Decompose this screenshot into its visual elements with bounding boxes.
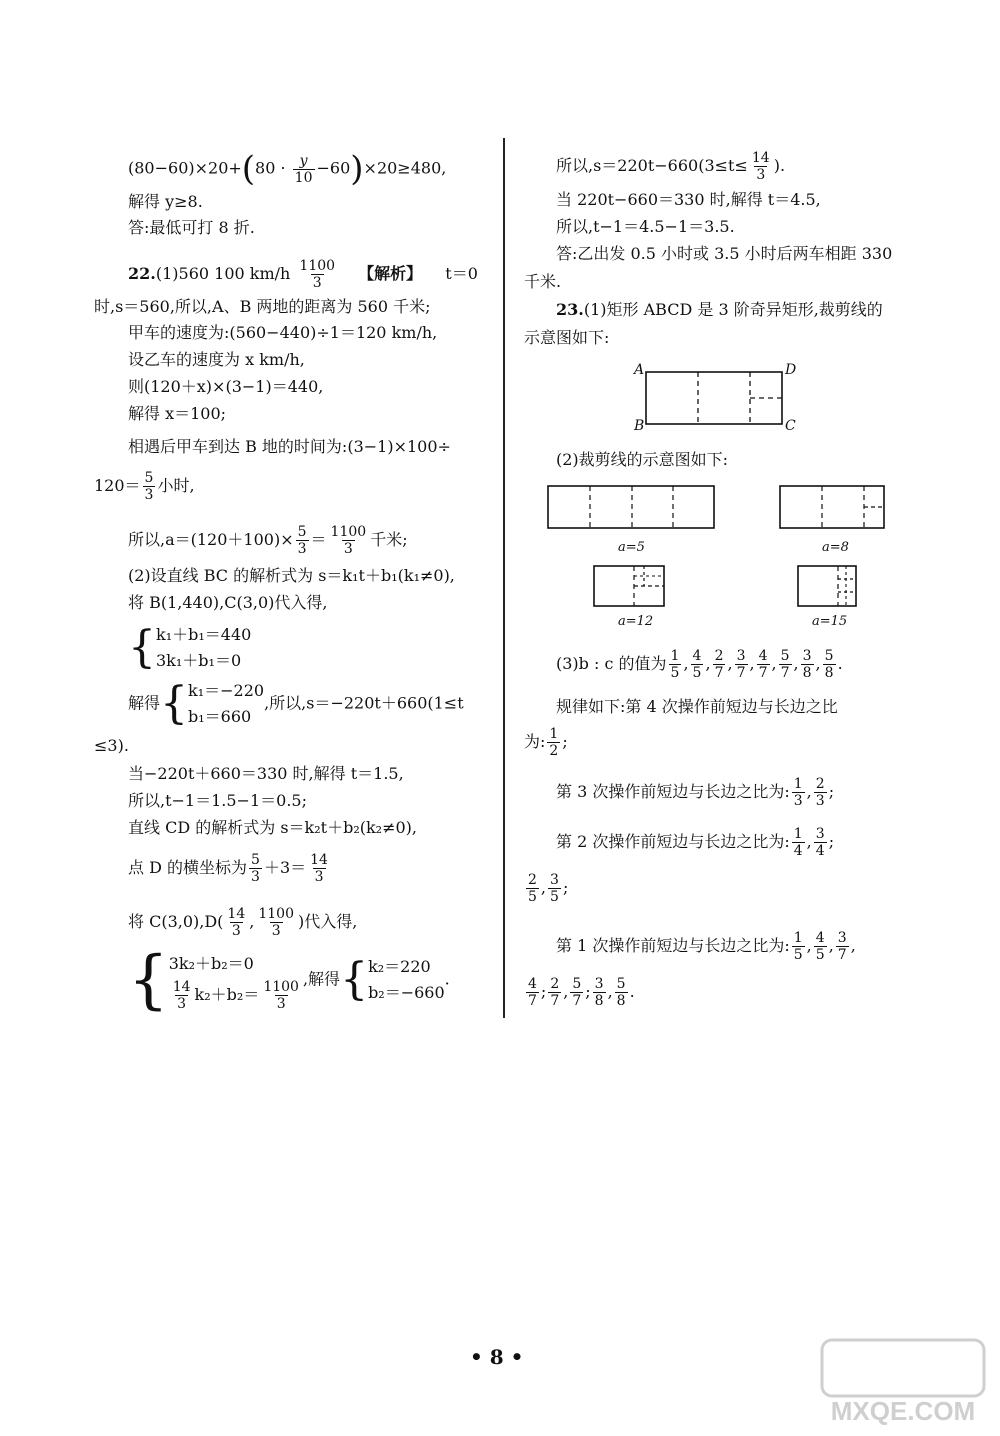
analysis-tag: 【解析】	[358, 264, 423, 283]
fraction: $\frac{3}{4}$	[815, 826, 825, 859]
fraction: $\frac{2}{7}$	[714, 648, 724, 681]
text-line: 将 C(3,0),D( $\frac{14}{3}$ , $\frac{1100}{3}$ )代入得,	[128, 906, 358, 939]
text-line: 当−220t＋660＝330 时,解得 t＝1.5,	[128, 764, 404, 783]
cut-diagram-a5	[546, 484, 718, 532]
text-line: 示意图如下:	[524, 328, 610, 347]
fraction: $\frac{2}{7}$	[550, 976, 560, 1009]
text-line: 为: $\frac{1}{2}$ ;	[524, 726, 568, 759]
fraction: $\frac{3}{5}$	[550, 872, 559, 905]
text-line: $\frac{2}{5}$ , $\frac{3}{5}$ ;	[528, 872, 569, 905]
fraction: $\frac{3}{7}$	[736, 648, 746, 681]
fraction: $\frac{3}{8}$	[594, 976, 604, 1009]
page-number: • 8 •	[470, 1345, 524, 1369]
text-line: 点 D 的横坐标为 $\frac{5}{3}$ ＋3＝ $\frac{14}{3}$	[128, 852, 328, 885]
equation-system: { 3k₂＋b₂＝0 $\frac{14}{3}$ k₂＋b₂＝ $\frac{1100}{3}$ ,解得 { k₂＝220 b₂＝−660 .	[128, 943, 450, 1017]
svg-text:MXQE.COM: MXQE.COM	[830, 1396, 976, 1426]
text-line: 规律如下:第 4 次操作前短边与长边之比	[556, 697, 838, 716]
q22-answers: (1)560 100 km/h	[155, 264, 291, 283]
text-line: 当 220t−660＝330 时,解得 t＝4.5,	[556, 190, 821, 209]
text-line: 所以,t−1＝1.5−1＝0.5;	[128, 791, 307, 810]
corner-b-label: B	[634, 418, 645, 434]
corner-a-label: A	[634, 362, 645, 378]
corner-c-label: C	[785, 418, 796, 434]
fraction: $\frac{4}{7}$	[758, 648, 768, 681]
eq-line-1: (80−60)×20+(80 · $\frac{y}{10}$ −60)×20≥480,	[128, 149, 447, 189]
fraction: $\frac{4}{5}$	[815, 930, 825, 963]
column-divider	[503, 138, 505, 1018]
fraction: $\frac{3}{8}$	[802, 648, 812, 681]
fraction: $\frac{1100}{3}$	[299, 258, 336, 291]
equation-system: { k₁＋b₁＝440 3k₁＋b₁＝0	[128, 622, 252, 673]
fraction: $\frac{3}{7}$	[837, 930, 847, 963]
fraction: $\frac{4}{7}$	[528, 976, 537, 1009]
text-line: ≤3).	[94, 736, 129, 755]
q22-number: 22.	[128, 264, 156, 283]
text-line: 将 B(1,440),C(3,0)代入得,	[128, 593, 328, 612]
caption-a12: a=12	[618, 614, 654, 629]
text-line: 直线 CD 的解析式为 s＝k₂t＋b₂(k₂≠0),	[128, 818, 418, 837]
text-line: 甲车的速度为:(560−440)÷1＝120 km/h,	[128, 323, 438, 342]
fraction: $\frac{4}{5}$	[692, 648, 702, 681]
text-line: 相遇后甲车到达 B 地的时间为:(3−1)×100÷	[128, 437, 451, 456]
fraction: $\frac{1}{3}$	[793, 776, 803, 809]
cut-diagram-a12	[592, 564, 668, 610]
text-line: 所以,s＝220t−660(3≤t≤ $\frac{14}{3}$ ).	[556, 150, 786, 183]
text-line: 解得 x＝100;	[128, 404, 227, 423]
text-line: $\frac{4}{7}$ ; $\frac{2}{7}$ , $\frac{5}{7}$ ; $\frac{3}{8}$ , $\frac{5}{8}$ .	[528, 976, 635, 1009]
q23-line: 23.(1)矩形 ABCD 是 3 阶奇异矩形,裁剪线的	[556, 300, 883, 319]
text-line: 所以,a＝(120＋100)× $\frac{5}{3}$ ＝ $\frac{1100}{3}$ 千米;	[128, 524, 408, 557]
text-line: 解得 { k₁＝−220 b₁＝660 ,所以,s＝−220t＋660(1≤t	[128, 678, 464, 729]
caption-a5: a=5	[618, 540, 645, 555]
fraction: $\frac{2}{3}$	[815, 776, 825, 809]
q22-header	[128, 258, 478, 291]
fraction: $\frac{5}{8}$	[616, 976, 626, 1009]
text-line: 120＝ $\frac{5}{3}$ 小时,	[94, 470, 195, 503]
solve-line: 解得 y≥8.	[128, 192, 203, 211]
text-line: 答:乙出发 0.5 小时或 3.5 小时后两车相距 330	[556, 244, 893, 263]
fraction: $\frac{5}{8}$	[824, 648, 834, 681]
text-line: 千米.	[524, 272, 562, 291]
fraction: $\frac{1}{5}$	[793, 930, 803, 963]
corner-d-label: D	[785, 362, 797, 378]
cut-diagram-a15	[796, 564, 862, 610]
cut-diagram-a8	[778, 484, 888, 532]
q23-number: 23.	[556, 300, 584, 319]
watermark-logo	[818, 1336, 988, 1428]
fraction: $\frac{5}{7}$	[572, 976, 582, 1009]
fraction: $\frac{1}{5}$	[670, 648, 680, 681]
text-line: 第 1 次操作前短边与长边之比为: $\frac{1}{5}$ , $\frac{4}{5}$ , $\frac{3}{7}$ ,	[556, 930, 856, 963]
text-line: 则(120＋x)×(3−1)＝440,	[128, 377, 324, 396]
caption-a8: a=8	[822, 540, 849, 555]
answer-line: 答:最低可打 8 折.	[128, 218, 255, 237]
text-line: 第 3 次操作前短边与长边之比为: $\frac{1}{3}$ , $\frac{2}{3}$ ;	[556, 776, 835, 809]
rectangle-abcd-diagram	[630, 360, 800, 436]
fraction: $\frac{1}{4}$	[793, 826, 803, 859]
t0-text: t＝0	[445, 264, 478, 283]
text-line: (2)设直线 BC 的解析式为 s＝k₁t＋b₁(k₁≠0),	[128, 566, 455, 585]
ratio-line: (3)b : c 的值为 $\frac{1}{5}$ , $\frac{4}{5}$ , $\frac{2}{7}$ , $\frac{3}{7}$ , $\frac{4}{7}$ , $\frac{5}{7}$ , $\frac{3}{8}$ , $\frac{5}{8}$ .	[556, 648, 843, 681]
fraction: $\frac{5}{7}$	[780, 648, 790, 681]
text-line: 时,s＝560,所以,A、B 两地的距离为 560 千米;	[94, 297, 431, 316]
text-line: 设乙车的速度为 x km/h,	[128, 350, 305, 369]
text-line: 第 2 次操作前短边与长边之比为: $\frac{1}{4}$ , $\frac{3}{4}$ ;	[556, 826, 835, 859]
text-line: (2)裁剪线的示意图如下:	[556, 450, 729, 469]
fraction: $\frac{2}{5}$	[528, 872, 537, 905]
caption-a15: a=15	[812, 614, 848, 629]
text-line: 所以,t−1＝4.5−1＝3.5.	[556, 217, 735, 236]
